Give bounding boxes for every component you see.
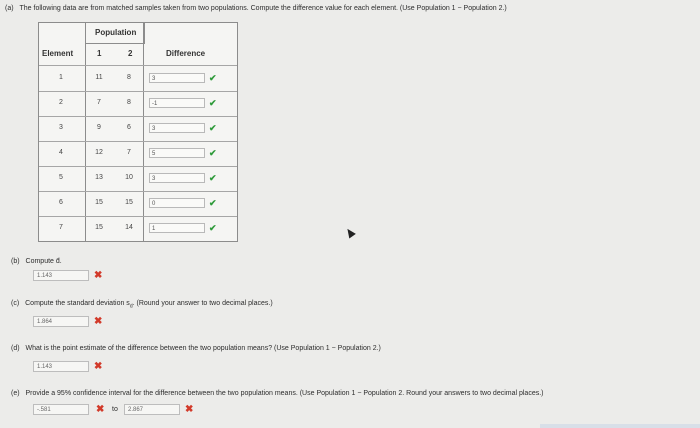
- part-c-question: [11, 299, 273, 311]
- pop2-cell: 6: [127, 124, 131, 131]
- bottom-bar: [540, 424, 700, 428]
- part-b-label: (b): [11, 258, 20, 265]
- part-c-text: Compute the standard deviation s: [25, 300, 130, 307]
- element-cell: 3: [59, 124, 63, 131]
- part-b-incorrect-icon: ✖: [94, 270, 103, 281]
- element-cell: 4: [59, 149, 63, 156]
- difference-input[interactable]: 3: [149, 173, 205, 183]
- part-e-text: Provide a 95% confidence interval for the difference between the two population means. (Use Population 1 − Population 2. Round your answers to two decimal places.): [25, 390, 544, 397]
- mouse-cursor-icon: [344, 227, 356, 239]
- part-a-label: (a): [5, 5, 14, 12]
- pop2-cell: 14: [125, 224, 133, 231]
- col-divider-2: [143, 23, 144, 241]
- correct-check-icon: ✔: [209, 198, 217, 208]
- part-c-label: (c): [11, 300, 20, 307]
- pop1-cell: 12: [95, 149, 103, 156]
- element-cell: 2: [59, 99, 63, 106]
- pop1-cell: 15: [95, 224, 103, 231]
- difference-input[interactable]: 3: [149, 123, 205, 133]
- part-e-lower-input[interactable]: -.581: [33, 404, 89, 415]
- part-e-upper-incorrect-icon: ✖: [185, 404, 194, 415]
- correct-check-icon: ✔: [209, 148, 217, 158]
- matched-samples-table: [38, 22, 238, 242]
- pop2-cell: 10: [125, 174, 133, 181]
- part-e-question: [11, 389, 544, 398]
- part-b-question: [11, 257, 62, 266]
- correct-check-icon: ✔: [209, 73, 217, 83]
- part-b-text: Compute d̄.: [25, 258, 62, 265]
- difference-input[interactable]: -1: [149, 98, 205, 108]
- pop1-cell: 13: [95, 174, 103, 181]
- row-divider: [39, 216, 237, 217]
- part-d-question: [11, 344, 381, 353]
- part-d-answer-input[interactable]: 1.143: [33, 361, 89, 372]
- part-b-answer-input[interactable]: 1.143: [33, 270, 89, 281]
- pop2-header: 2: [128, 49, 133, 58]
- difference-header: Difference: [166, 49, 206, 58]
- element-cell: 7: [59, 224, 63, 231]
- pop2-cell: 8: [127, 99, 131, 106]
- part-e-to-label: to: [112, 406, 118, 413]
- row-divider: [39, 141, 237, 142]
- row-divider: [39, 91, 237, 92]
- element-cell: 6: [59, 199, 63, 206]
- element-cell: 5: [59, 174, 63, 181]
- correct-check-icon: ✔: [209, 173, 217, 183]
- part-c-subscript: d: [129, 303, 133, 310]
- correct-check-icon: ✔: [209, 98, 217, 108]
- part-d-text: What is the point estimate of the difference between the two population means? (Use Population 1 − Population 2.): [25, 345, 381, 352]
- part-c-answer-input[interactable]: 1.864: [33, 316, 89, 327]
- population-header: Population: [95, 28, 137, 37]
- correct-check-icon: ✔: [209, 123, 217, 133]
- difference-input[interactable]: 0: [149, 198, 205, 208]
- row-divider: [39, 166, 237, 167]
- correct-check-icon: ✔: [209, 223, 217, 233]
- col-divider-1: [85, 23, 86, 241]
- element-cell: 1: [59, 74, 63, 81]
- part-e-lower-incorrect-icon: ✖: [96, 404, 105, 415]
- element-header: Element: [42, 49, 74, 58]
- part-d-incorrect-icon: ✖: [94, 361, 103, 372]
- header-divider: [39, 65, 237, 66]
- part-c-incorrect-icon: ✖: [94, 316, 103, 327]
- pop1-cell: 15: [95, 199, 103, 206]
- pop1-cell: 9: [97, 124, 101, 131]
- difference-input[interactable]: 1: [149, 223, 205, 233]
- pop2-cell: 15: [125, 199, 133, 206]
- part-e-label: (e): [11, 390, 20, 397]
- part-c-text-tail: . (Round your answer to two decimal places.): [132, 300, 273, 307]
- difference-input[interactable]: 3: [149, 73, 205, 83]
- part-a-text: The following data are from matched samples taken from two populations. Compute the difference value for each element. (Use Population 1 − Population 2.): [19, 5, 507, 12]
- pop2-cell: 7: [127, 149, 131, 156]
- part-d-label: (d): [11, 345, 20, 352]
- pop1-cell: 11: [95, 74, 103, 81]
- pop1-cell: 7: [97, 99, 101, 106]
- row-divider: [39, 116, 237, 117]
- pop1-header: 1: [97, 49, 102, 58]
- difference-input[interactable]: 5: [149, 148, 205, 158]
- pop2-cell: 8: [127, 74, 131, 81]
- row-divider: [39, 191, 237, 192]
- part-e-upper-input[interactable]: 2.867: [124, 404, 180, 415]
- part-a-question: [5, 4, 507, 13]
